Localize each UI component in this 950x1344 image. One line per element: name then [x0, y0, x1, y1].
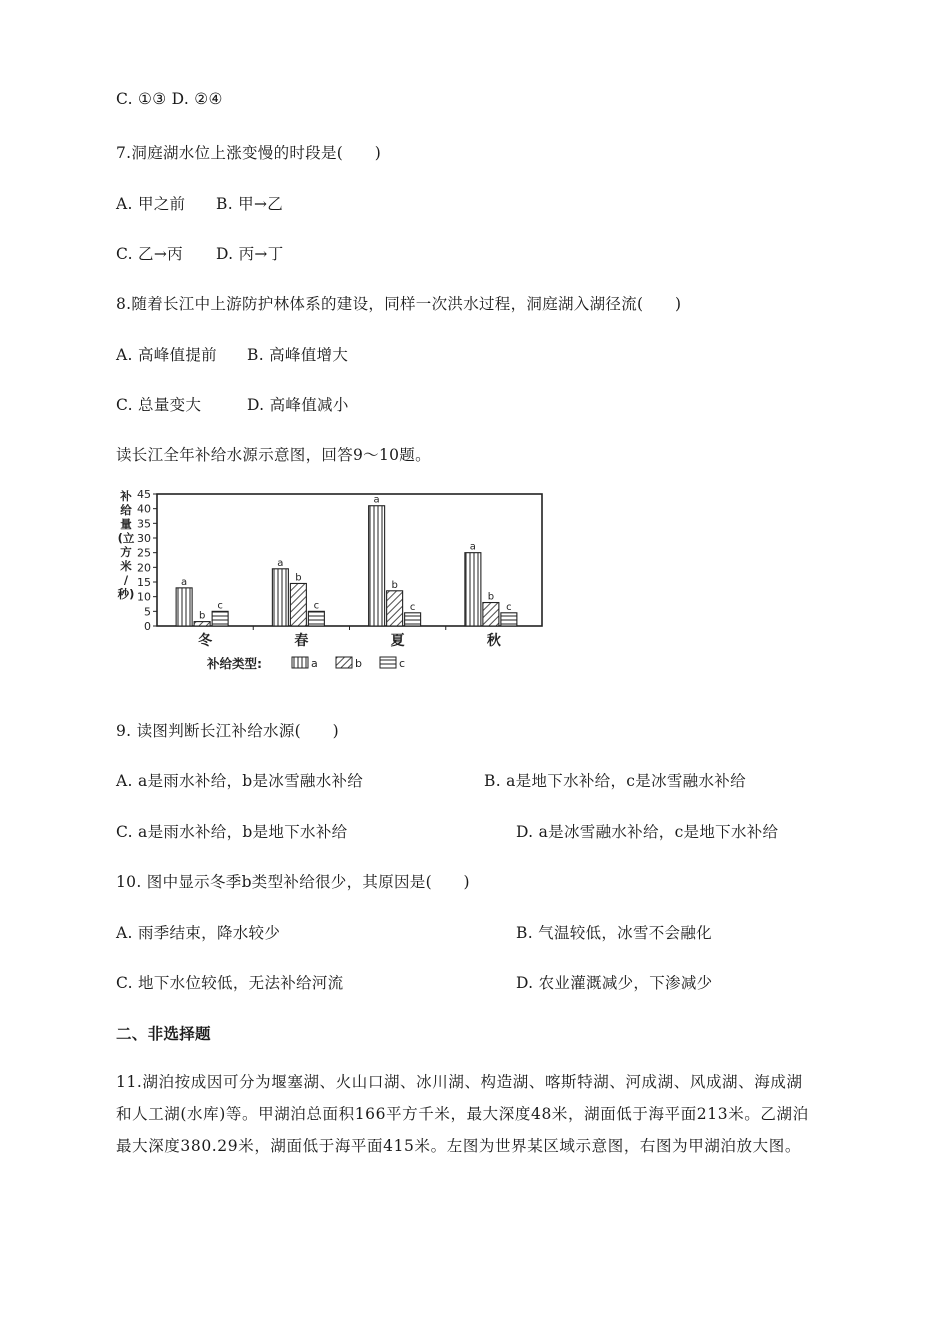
y-tick-label: 15 — [137, 576, 151, 589]
y-axis-ticks — [137, 488, 157, 633]
bar-b — [194, 622, 210, 626]
q7-option-d: D. 丙→丁 — [216, 245, 284, 263]
bar-a — [176, 588, 192, 626]
y-tick-label: 5 — [144, 605, 151, 619]
q8-option-b: B. 高峰值增大 — [247, 346, 349, 364]
q9-option-b: B. a是地下水补给，c是冰雪融水补给 — [484, 772, 746, 790]
q9-stem: 9. 读图判断长江补给水源( ) — [116, 722, 339, 740]
q10-option-a: A. 雨季结束，降水较少 — [116, 924, 281, 942]
q7-option-c: C. 乙→丙 — [116, 245, 183, 263]
y-tick-label: 0 — [144, 620, 151, 633]
y-tick-label: 30 — [137, 532, 151, 545]
bar-label: c — [506, 601, 512, 613]
bar-label: a — [469, 541, 476, 553]
bar-label: a — [181, 576, 188, 588]
intro-9-10: 读长江全年补给水源示意图，回答9～10题。 — [116, 446, 431, 464]
x-category-label: 春 — [294, 633, 309, 649]
q6-options-tail: C. ①③ D. ②④ — [116, 90, 223, 108]
x-category-label: 秋 — [486, 633, 501, 649]
q8-stem: 8.随着长江中上游防护林体系的建设，同样一次洪水过程，洞庭湖入湖径流( ) — [116, 295, 682, 313]
y-axis-label-char: 秒) — [117, 587, 135, 601]
y-axis-label-char: 量 — [120, 517, 132, 531]
y-tick-label: 35 — [137, 517, 151, 531]
bar-label: c — [409, 601, 416, 613]
bar-c — [308, 611, 324, 626]
y-tick-label: 45 — [137, 488, 151, 501]
y-axis-label-char: 方 — [120, 545, 132, 559]
q11-paragraph — [116, 1066, 846, 1162]
y-axis-label-char: 补 — [120, 489, 132, 503]
chart-legend — [206, 656, 405, 671]
q11-line: 最大深度380.29米，湖面低于海平面415米。左图为世界某区域示意图，右图为甲湖泊放大图。 — [116, 1137, 801, 1155]
x-category-label: 冬 — [198, 633, 213, 649]
bar-series — [176, 495, 517, 626]
q8-option-c: C. 总量变大 — [116, 396, 202, 414]
y-tick-label: 10 — [137, 590, 151, 604]
water-supply-bar-chart — [112, 486, 552, 676]
legend-swatch-b — [336, 657, 352, 668]
y-tick-label: 20 — [137, 561, 151, 575]
q8-option-d: D. 高峰值减小 — [247, 396, 349, 414]
x-category-label: 夏 — [390, 633, 405, 649]
bar-label: c — [313, 600, 320, 612]
bar-b — [483, 603, 499, 626]
bar-a — [369, 506, 385, 626]
bar-label: b — [295, 572, 302, 584]
legend-swatch-a — [292, 657, 308, 668]
q9-option-c: C. a是雨水补给，b是地下水补给 — [116, 823, 348, 841]
x-axis-categories — [198, 626, 501, 649]
bar-label: b — [487, 591, 495, 603]
q10-option-b: B. 气温较低，冰雪不会融化 — [516, 924, 712, 942]
y-axis-label-char: (立 — [117, 531, 135, 545]
y-axis-label-char: 米 — [120, 559, 132, 573]
q7-option-b: B. 甲→乙 — [216, 195, 284, 213]
section-heading: 二、非选择题 — [116, 1024, 211, 1043]
bar-a — [465, 553, 481, 626]
y-tick-label: 25 — [137, 546, 151, 560]
q9-option-a: A. a是雨水补给，b是冰雪融水补给 — [116, 772, 364, 790]
y-tick-label: 40 — [137, 502, 151, 516]
q10-stem: 10. 图中显示冬季b类型补给很少，其原因是( ) — [116, 873, 470, 891]
legend-label: a — [311, 657, 318, 670]
bar-b — [290, 583, 306, 626]
bar-c — [501, 613, 517, 626]
y-axis-label-char: 给 — [120, 503, 132, 517]
bar-label: b — [198, 610, 206, 622]
q9-option-d: D. a是冰雪融水补给，c是地下水补给 — [516, 823, 779, 841]
bar-label: a — [277, 557, 284, 569]
q11-line: 和人工湖(水库)等。甲湖泊总面积166平方千米，最大深度48米，湖面低于海平面213米。乙湖泊 — [116, 1105, 809, 1123]
bar-c — [212, 611, 228, 626]
bar-label: a — [373, 494, 380, 506]
legend-label: b — [355, 657, 362, 670]
bar-c — [405, 613, 421, 626]
q8-option-a: A. 高峰值提前 — [116, 346, 217, 364]
bar-b — [387, 591, 403, 626]
q10-option-d: D. 农业灌溉减少，下渗减少 — [516, 974, 713, 992]
legend-label: c — [399, 657, 406, 670]
q11-line: 11.湖泊按成因可分为堰塞湖、火山口湖、冰川湖、构造湖、喀斯特湖、河成湖、风成湖、海成湖 — [116, 1073, 803, 1091]
legend-title: 补给类型: — [207, 656, 262, 671]
q10-option-c: C. 地下水位较低，无法补给河流 — [116, 974, 344, 992]
bar-label: c — [217, 600, 223, 612]
y-axis-label-char: / — [123, 573, 129, 587]
bar-label: b — [391, 579, 398, 591]
bar-a — [272, 569, 288, 626]
legend-swatch-c — [380, 657, 396, 668]
q7-stem: 7.洞庭湖水位上涨变慢的时段是( ) — [116, 144, 382, 162]
y-axis-label — [117, 489, 135, 601]
q7-option-a: A. 甲之前 — [116, 195, 186, 213]
